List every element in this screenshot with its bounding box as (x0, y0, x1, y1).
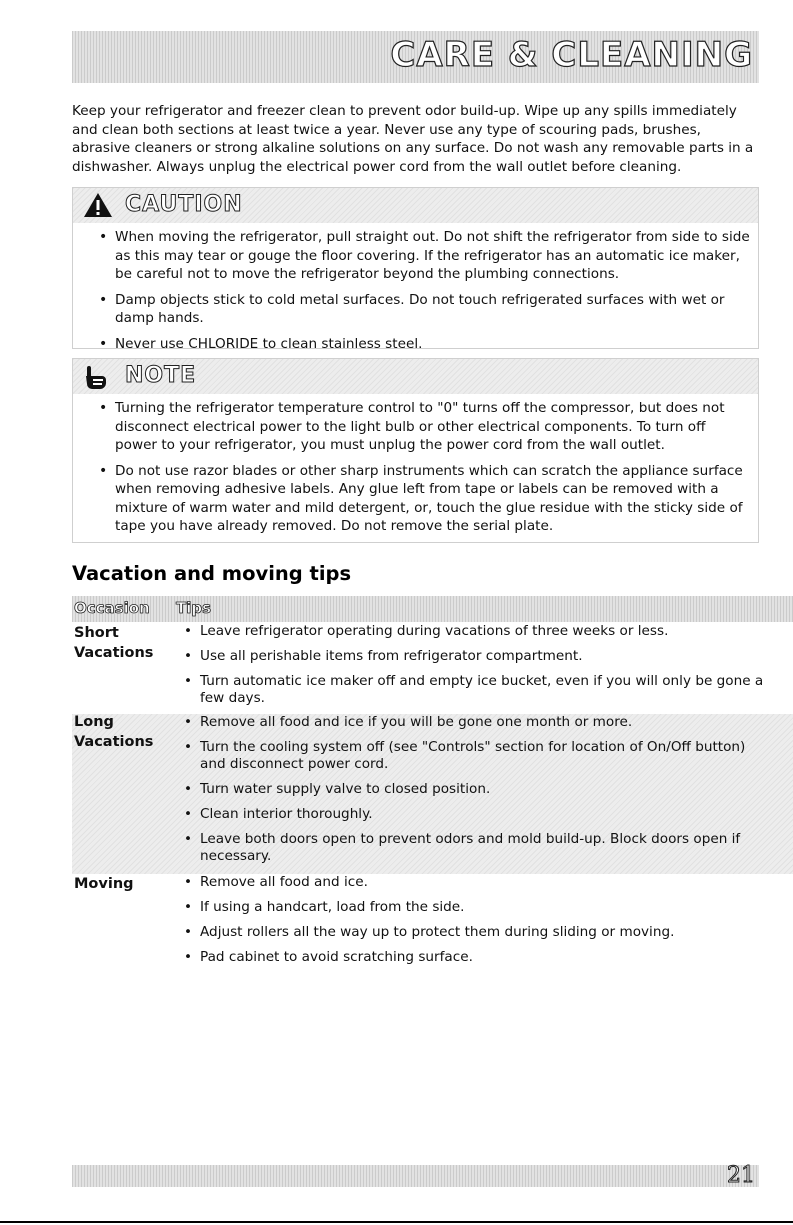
table-row (72, 714, 793, 874)
occasion-label: Long Vacations (74, 714, 154, 750)
tip-item: • Remove all food and ice. (182, 874, 773, 891)
table-row (72, 874, 793, 984)
note-label: NOTE (125, 363, 197, 388)
tips-list (182, 874, 773, 974)
tip-item: • Turn the cooling system off (see "Controls" section for location of On/Off button) and disconnect power cord. (182, 739, 773, 773)
warning-icon (83, 192, 113, 218)
tip-item: • Clean interior thoroughly. (182, 806, 773, 823)
note-box (72, 358, 759, 543)
note-item: • Turning the refrigerator temperature control to "0" turns off the compressor, but does not disconnect electrical power to the light bulb or other electrical components. To turn off power to your refrigerator, you must unplug the power cord from the wall outlet. (93, 399, 750, 455)
bottom-rule (0, 1221, 793, 1223)
note-list (93, 399, 750, 543)
note-item: • Do not use razor blades or other sharp instruments which can scratch the appliance surface when removing adhesive labels. Any glue left from tape or labels can be removed with a mixture of warm water and mild detergent, or, touch the glue residue with the sticky side of tape you have already removed. Do not remove the serial plate. (93, 462, 750, 536)
note-header (73, 359, 758, 394)
tips-list (182, 714, 773, 873)
occasion-label: Short Vacations (74, 625, 154, 661)
table-header (72, 596, 793, 622)
section-heading: Vacation and moving tips (72, 562, 352, 585)
caution-list (93, 228, 750, 360)
occasion-label: Moving (74, 876, 134, 892)
tips-list (182, 623, 773, 715)
caution-label: CAUTION (125, 192, 243, 217)
intro-paragraph: Keep your refrigerator and freezer clean to prevent odor build-up. Wipe up any spills immediately and clean both sections at least twice a year. Never use any type of scouring pads, brushes, abrasive cleaners or strong alkaline solutions on any surface. Do not wash any removable parts in a dishwasher. Always unplug the electrical power cord from the wall outlet before cleaning. (72, 103, 754, 175)
tip-item: • Pad cabinet to avoid scratching surface. (182, 949, 773, 966)
tip-item: • Adjust rollers all the way up to protect them during sliding or moving. (182, 924, 773, 941)
tip-item: • Leave refrigerator operating during vacations of three weeks or less. (182, 623, 773, 640)
caution-item: • When moving the refrigerator, pull straight out. Do not shift the refrigerator from side to side as this may tear or gouge the floor covering. If the refrigerator has an automatic ice maker, be careful not to move the refrigerator beyond the plumbing connections. (93, 228, 750, 284)
header-bar (72, 31, 759, 83)
tip-item: • Use all perishable items from refrigerator compartment. (182, 648, 773, 665)
tip-item: • If using a handcart, load from the side. (182, 899, 773, 916)
caution-header (73, 188, 758, 223)
tip-item: • Leave both doors open to prevent odors and mold build-up. Block doors open if necessary. (182, 831, 773, 865)
tip-item: • Turn water supply valve to closed position. (182, 781, 773, 798)
footer-bar (72, 1165, 759, 1187)
caution-item: • Never use CHLORIDE to clean stainless steel. (93, 335, 750, 354)
page-title: CARE & CLEANING (390, 35, 753, 75)
pointing-hand-icon (83, 363, 113, 391)
tip-item: • Remove all food and ice if you will be gone one month or more. (182, 714, 773, 731)
page-number: 21 (727, 1163, 755, 1188)
column-header-tips: Tips (176, 599, 212, 617)
tip-item: • Turn automatic ice maker off and empty ice bucket, even if you will only be gone a few days. (182, 673, 773, 707)
caution-item: • Damp objects stick to cold metal surfaces. Do not touch refrigerated surfaces with wet or damp hands. (93, 291, 750, 328)
caution-box (72, 187, 759, 352)
column-header-occasion: Occasion (74, 599, 150, 617)
